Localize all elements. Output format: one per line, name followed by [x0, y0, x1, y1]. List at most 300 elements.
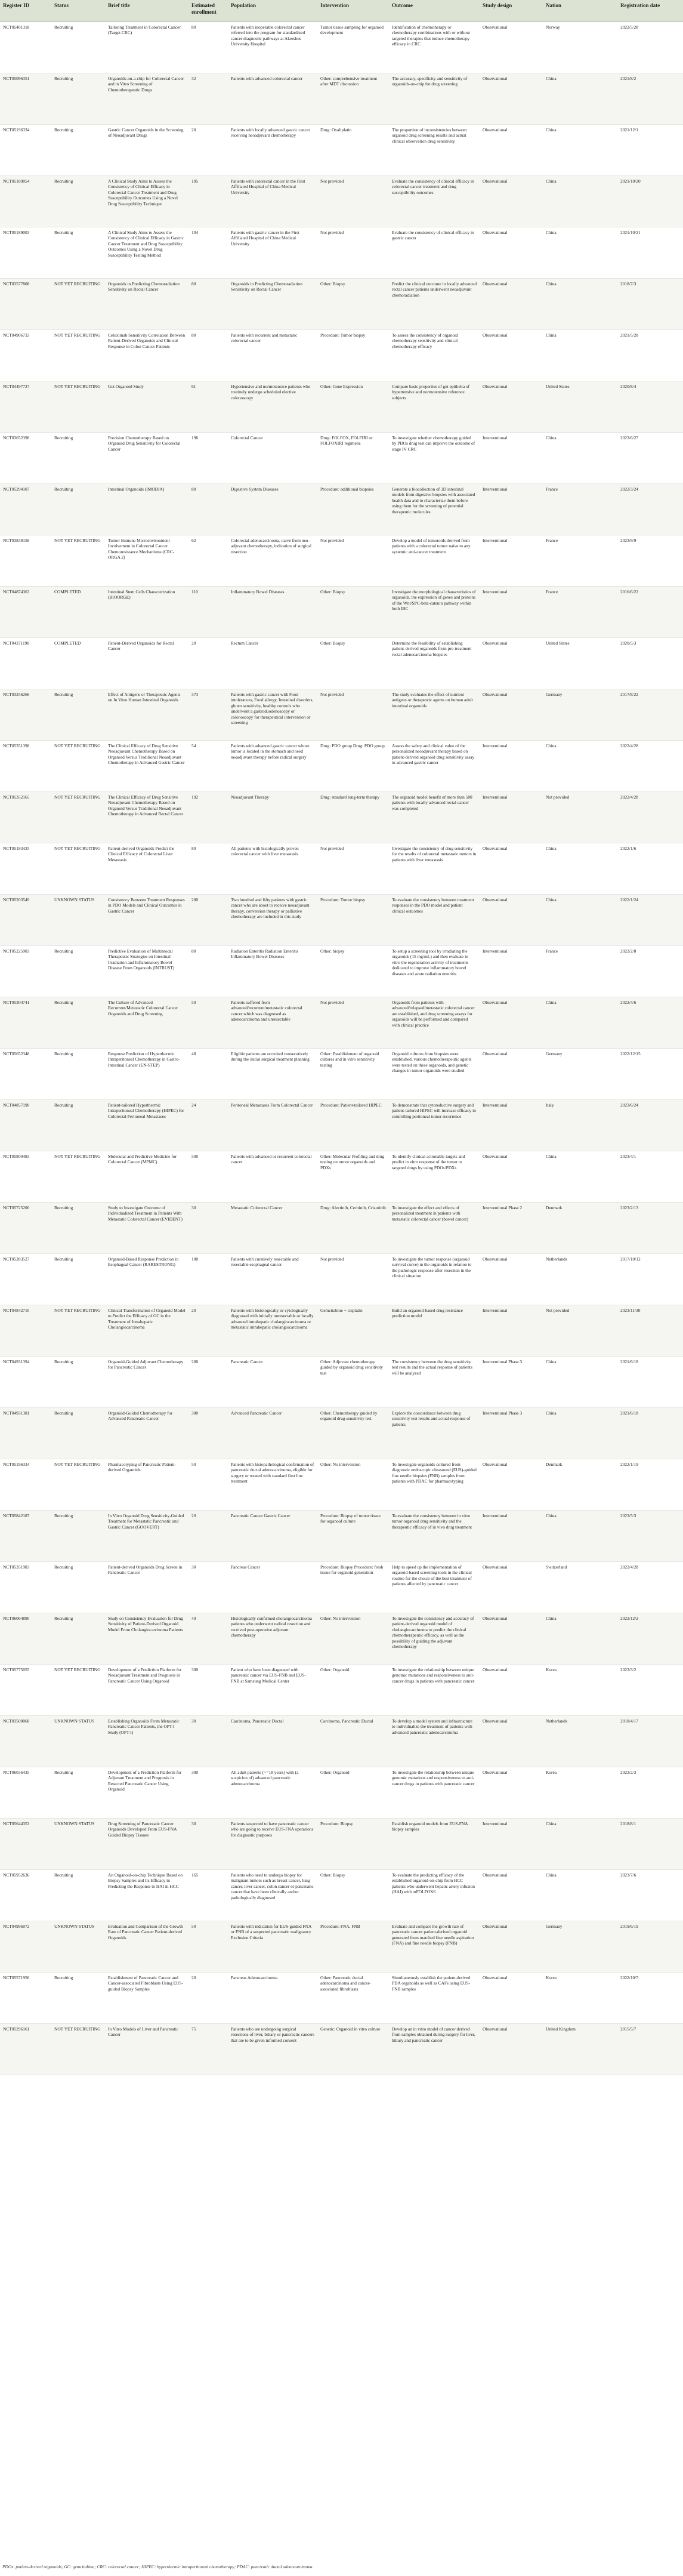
intervention-cell: Drug: FOLFOX, FOLFIRI or FOLFOXIRI regimens	[317, 433, 389, 484]
nation-cell: Korea	[543, 1767, 617, 1819]
intervention-cell: Other: No intervention	[317, 1613, 389, 1665]
study-design-cell: Observational	[480, 638, 543, 689]
brief-title-cell: The Culture of Advanced Recurrent/Metastatic Colorectal Cancer Organoids and Drug Screening	[105, 997, 188, 1049]
table-row	[0, 1665, 683, 1716]
intervention-cell: Other: comprehensive treatment after MDT discussion	[317, 73, 389, 125]
brief-title-cell: Pharmacotyping of Pancreatic Patient-derived Organoids	[105, 1459, 188, 1511]
brief-title-cell: Evaluation and Comparison of the Growth Rate of Pancreatic Cancer Patient-derived Organoids	[105, 1921, 188, 1973]
outcome-cell: The organoid model benefit of more than 500 patients with locally advanced rectal cancer was completed	[389, 792, 480, 843]
nation-cell: Italy	[543, 1100, 617, 1151]
status-cell: Recruiting	[51, 433, 105, 484]
status-cell: NOT YET RECRUITING	[51, 330, 105, 381]
table-row	[0, 1870, 683, 1921]
population-cell: Patient who have been diagnosed with pancreatic cancer via EUS-FNB and EUS-FNB at Samsung Medical Center	[228, 1665, 317, 1716]
registration-date-cell: 2023/7/6	[617, 1870, 683, 1921]
enrollment-cell: 20	[188, 1511, 228, 1562]
table-row	[0, 227, 683, 279]
status-cell: Recruiting	[51, 1408, 105, 1459]
registration-date-cell: 2022/3/24	[617, 484, 683, 535]
registration-date-cell: 2021/6/18	[617, 1357, 683, 1408]
enrollment-cell: 30	[188, 1716, 228, 1767]
nation-cell: China	[543, 997, 617, 1049]
enrollment-cell: 300	[188, 1408, 228, 1459]
brief-title-cell: Patient-Derived Organoids for Rectal Cancer	[105, 638, 188, 689]
intervention-cell: Other: Biopsy	[317, 587, 389, 638]
population-cell: Patients suffered from advanced/recurrent/metastatic colorectal cancer which was diagnosed as adenocarcinoma and unresectable	[228, 997, 317, 1049]
enrollment-cell: 100	[188, 1254, 228, 1305]
enrollment-cell: 40	[188, 1613, 228, 1665]
study-design-cell: Observational	[480, 689, 543, 741]
outcome-cell: Assess the safety and clinical value of the personalized neoadjuvant therapy based on patient-derived organoid drug sensitivity assay in advanced gastric cancer	[389, 741, 480, 792]
study-design-cell: Observational	[480, 279, 543, 330]
status-cell: NOT YET RECRUITING	[51, 1151, 105, 1203]
brief-title-cell: Organoid-Based Response Prediction in Esophageal Cancer (RARESTRONG)	[105, 1254, 188, 1305]
nation-cell: China	[543, 843, 617, 895]
intervention-cell: Procedure: Patient-tailored HIPEC	[317, 1100, 389, 1151]
status-cell: Recruiting	[51, 689, 105, 741]
brief-title-cell: Cetuximab Sensitivity Correlation Between Patient-Derived Organoids and Clinical Response in Colon Cancer Patients	[105, 330, 188, 381]
outcome-cell: The proportion of inconsistencies between organoid drug screening results and actual clinical observation drug sensitivity	[389, 125, 480, 176]
table-row	[0, 1716, 683, 1767]
outcome-cell: Predict the clinical outcome in locally advanced rectal cancer patients underwent neoadjuvant chemoradiation	[389, 279, 480, 330]
intervention-cell: Procedure: Tumor biopsy	[317, 895, 389, 946]
intervention-cell: Procedure: Biopsy of tumor tissue for organoid culture	[317, 1511, 389, 1562]
enrollment-cell: 200	[188, 895, 228, 946]
intervention-cell: Other: Establishment of organoid cultures and in vitro sensitivity testing	[317, 1049, 389, 1100]
brief-title-cell: In Vitro Models of Liver and Pancreatic Cancer	[105, 2024, 188, 2075]
table-row	[0, 741, 683, 792]
intervention-cell: Not provided	[317, 689, 389, 741]
population-cell: Patients with advanced colorectal cancer	[228, 73, 317, 125]
population-cell: Patients with locally advanced gastric cancer receiving neoadjuvant chemotherapy	[228, 125, 317, 176]
registration-date-cell: 2016/6/22	[617, 587, 683, 638]
intervention-cell: Not provided	[317, 1254, 389, 1305]
brief-title-cell: Drug Screening of Pancreatic Cancer Organoids Developed From EUS-FNA Guided Biopsy Tissues	[105, 1819, 188, 1870]
intervention-cell: Not provided	[317, 535, 389, 587]
table-row	[0, 176, 683, 227]
population-cell: All adult patients (>=18 years) with (a suspicion of) advanced pancreatic adenocarcinoma	[228, 1767, 317, 1819]
status-cell: NOT YET RECRUITING	[51, 279, 105, 330]
enrollment-cell: 20	[188, 638, 228, 689]
status-cell: NOT YET RECRUITING	[51, 1459, 105, 1511]
nation-cell: United States	[543, 381, 617, 433]
population-cell: Colorectal Cancer	[228, 433, 317, 484]
study-design-cell: Interventional	[480, 433, 543, 484]
population-cell: Neoadjuvant Therapy	[228, 792, 317, 843]
outcome-cell: To investigate the relationship between unique genomic mutations and responsiveness to anti-cancer drugs in patients with pancreatic cancer	[389, 1767, 480, 1819]
table-row	[0, 946, 683, 997]
intervention-cell: Procedure: Biopsy	[317, 1819, 389, 1870]
population-cell: Hypertensive and normotensive patients who routinely undergo scheduled elective colonoscopy	[228, 381, 317, 433]
study-design-cell: Observational	[480, 1613, 543, 1665]
nation-cell: Not provided	[543, 1305, 617, 1357]
enrollment-cell: 50	[188, 997, 228, 1049]
nation-cell: China	[543, 125, 617, 176]
column-header: Brief title	[105, 0, 188, 22]
brief-title-cell: Study to Investigate Outcome of Individualized Treatment in Patients With Metastatic Colorectal Cancer (EVIDENT)	[105, 1203, 188, 1254]
intervention-cell: Other: Pancreatic ductal adenocarcinoma and cancer-associated fibroblasts	[317, 1973, 389, 2024]
enrollment-cell: 192	[188, 792, 228, 843]
nation-cell: China	[543, 73, 617, 125]
nation-cell: China	[543, 330, 617, 381]
nation-cell: China	[543, 1613, 617, 1665]
population-cell: Organoids in Predicting Chemoradiation Sensitivity on Rectal Cancer	[228, 279, 317, 330]
population-cell: Patients with advanced or recurrent colorectal cancer	[228, 1151, 317, 1203]
outcome-cell: Determine the feasibility of establishing patient-derived organoids from pre-treatment rectal adenocarcinoma biopsies	[389, 638, 480, 689]
register-id-cell: NCT05571956	[0, 1973, 51, 2024]
outcome-cell: The consistency between the drug sensitivity test results and the actual response of patients will be analyzed	[389, 1357, 480, 1408]
register-id-cell: NCT05296161	[0, 2024, 51, 2075]
outcome-cell: To evaluate the consistency between treatment responses in the PDO model and patient clinical outcomes	[389, 895, 480, 946]
brief-title-cell: Intestinal Stem Cells Characterization (BIOORGE)	[105, 587, 188, 638]
intervention-cell: Tumor tissue sampling for organoid development	[317, 22, 389, 73]
nation-cell: Switzerland	[543, 1562, 617, 1613]
registration-date-cell: 2022/12/15	[617, 1049, 683, 1100]
outcome-cell: Organoids from patients with advanced/relapsed/metastatic colorectal cancer are established, and drug screening assays for organoids will be performed and compared with clinical practice	[389, 997, 480, 1049]
brief-title-cell: In Vitro Organoid Drug Sensitivity-Guided Treatment for Metastatic Pancreatic and Gastric Cancer (GOOVERT)	[105, 1511, 188, 1562]
registration-date-cell: 2022/12/2	[617, 1613, 683, 1665]
nation-cell: China	[543, 433, 617, 484]
register-id-cell: NCT04931381	[0, 1408, 51, 1459]
intervention-cell: Not provided	[317, 227, 389, 279]
brief-title-cell: Development of a Prediction Platform for Adjuvant Treatment and Prognosis in Resected Pancreatic Cancer Using Organoid	[105, 1767, 188, 1819]
intervention-cell: Other: Biopsy	[317, 279, 389, 330]
enrollment-cell: 200	[188, 1357, 228, 1408]
study-design-cell: Interventional	[480, 946, 543, 997]
nation-cell: Netherlands	[543, 1254, 617, 1305]
study-design-cell: Observational	[480, 843, 543, 895]
study-design-cell: Observational	[480, 1716, 543, 1767]
status-cell: Recruiting	[51, 1562, 105, 1613]
population-cell: Patients with indication for EUS-guided FNA or FNB of a suspected pancreatic malignancy Exclusion Criteria	[228, 1921, 317, 1973]
enrollment-cell: 80	[188, 484, 228, 535]
status-cell: Recruiting	[51, 1254, 105, 1305]
column-header: Population	[228, 0, 317, 22]
population-cell: Digestive System Diseases	[228, 484, 317, 535]
population-cell: Patients who are undergoing surgical resections of liver, biliary or pancreatic cancers that are to be given informed consent	[228, 2024, 317, 2075]
nation-cell: China	[543, 1151, 617, 1203]
intervention-cell: Other: biopsy	[317, 946, 389, 997]
register-id-cell: NCT04842710	[0, 1305, 51, 1357]
enrollment-cell: 80	[188, 279, 228, 330]
status-cell: Recruiting	[51, 1049, 105, 1100]
table-row	[0, 1459, 683, 1511]
population-cell: Pancreatic Cancer Gastric Cancer	[228, 1511, 317, 1562]
brief-title-cell: Establishing Organoids From Metastatic Pancreatic Cancer Patients, the OPT-I Study (OPT-I)	[105, 1716, 188, 1767]
outcome-cell: Help to speed up the implementation of organoid-based screening tools in the clinical routine for the choice of the best treatment of patients affected by pancreatic cancer	[389, 1562, 480, 1613]
register-id-cell: NCT05842187	[0, 1511, 51, 1562]
registration-date-cell: 2023/9/9	[617, 535, 683, 587]
enrollment-cell: 20	[188, 125, 228, 176]
column-header: Registration date	[617, 0, 683, 22]
outcome-cell: Investigate the morphological characteristics of organoids, the expression of genes and proteins of the Wnt/SPC-beta-catenin pathway within both IBC	[389, 587, 480, 638]
nation-cell: China	[543, 1357, 617, 1408]
enrollment-cell: 75	[188, 2024, 228, 2075]
registration-date-cell: 2023/6/24	[617, 1100, 683, 1151]
column-header: Register ID	[0, 0, 51, 22]
status-cell: Recruiting	[51, 1100, 105, 1151]
brief-title-cell: The Clinical Efficacy of Drug Sensitive Neoadjuvant Chemotherapy Based on Organoid Versus Traditional Neoadjuvant Chemotherapy in Advanced Gastric Cancer	[105, 741, 188, 792]
brief-title-cell: Tailoring Treatment in Colorectal Cancer (Target CRC)	[105, 22, 188, 73]
outcome-cell: To evaluate the consistency between in vitro tumor organoid drug sensitivity and the therapeutic efficacy of in vivo drug treatment	[389, 1511, 480, 1562]
register-id-cell: NCT05351398	[0, 741, 51, 792]
intervention-cell: Other: Organoid	[317, 1767, 389, 1819]
outcome-cell: Develop a model of tumoroids derived from patients with a colorectal tumor naive to any systemic anti-cancer treatment	[389, 535, 480, 587]
register-id-cell: NCT05304741	[0, 997, 51, 1049]
table-row	[0, 1613, 683, 1665]
registration-date-cell: 2022/10/7	[617, 1973, 683, 2024]
brief-title-cell: Organoids-on-a-chip for Colorectal Cancer and in Vitro Screening of Chemotherapeutic Drugs	[105, 73, 188, 125]
registration-date-cell: 2018/4/17	[617, 1716, 683, 1767]
enrollment-cell: 20	[188, 1305, 228, 1357]
brief-title-cell: Organoids in Predicting Chemoradiation Sensitivity on Rectal Cancer	[105, 279, 188, 330]
outcome-cell: Identification of chemotherapy or chemotherapy combinations with or without targeted therapies that induce chemotherapy efficacy in CRC	[389, 22, 480, 73]
population-cell: Eligible patients are recruited consecutively during the initial surgical treatment planning	[228, 1049, 317, 1100]
register-id-cell: NCT03500068	[0, 1716, 51, 1767]
enrollment-cell: 80	[188, 946, 228, 997]
registration-date-cell: 2022/2/8	[617, 946, 683, 997]
enrollment-cell: 30	[188, 1819, 228, 1870]
brief-title-cell: Gut Organoid Study	[105, 381, 188, 433]
status-cell: Recruiting	[51, 227, 105, 279]
registration-date-cell: 2020/5/3	[617, 638, 683, 689]
outcome-cell: Organoid cultures from biopsies were established, various chemotherapeutic agents were tested on these organoids, and genetic changes in tumor organoids were studied	[389, 1049, 480, 1100]
intervention-cell: Carcinoma, Pancreatic Ductal	[317, 1716, 389, 1767]
brief-title-cell: Gastric Cancer Organoids in the Screening of Neoadjuvant Drugs	[105, 125, 188, 176]
intervention-cell: Procedure: Biopsy Procedure: fresh tissue for organoid generation	[317, 1562, 389, 1613]
outcome-cell: To setup a screening tool by irradiating the organoids (15 mg/mL) and then evaluate in vitro the regeneration activity of treatments dedicated to improve inflammatory bowel diseases and acute radiation enteritis	[389, 946, 480, 997]
population-cell: Patients suspected to have pancreatic cancer who are going to receive EUS-FNA operations for diagnostic purposes	[228, 1819, 317, 1870]
study-design-cell: Observational	[480, 22, 543, 73]
nation-cell: France	[543, 587, 617, 638]
nation-cell: Denmark	[543, 1459, 617, 1511]
registration-date-cell: 2015/5/7	[617, 2024, 683, 2075]
registration-date-cell: 2022/4/28	[617, 1562, 683, 1613]
status-cell: UNKNOWN STATUS	[51, 1819, 105, 1870]
status-cell: Recruiting	[51, 1203, 105, 1254]
nation-cell: Germany	[543, 689, 617, 741]
enrollment-cell: 62	[188, 535, 228, 587]
study-design-cell: Observational	[480, 125, 543, 176]
enrollment-cell: 165	[188, 1870, 228, 1921]
outcome-cell: To identify clinical actionable targets and predict in vitro response of the tumor to targeted drugs by using PDOs/PDXs	[389, 1151, 480, 1203]
intervention-cell: Other: No intervention	[317, 1459, 389, 1511]
population-cell: Patients with inoperable colorectal cancer referred into the program for standardized cancer diagnostic pathways at Akershus University Hospital	[228, 22, 317, 73]
registration-date-cell: 2022/4/6	[617, 997, 683, 1049]
status-cell: Recruiting	[51, 946, 105, 997]
register-id-cell: NCT03652398	[0, 433, 51, 484]
nation-cell: France	[543, 946, 617, 997]
population-cell: Metastatic Colorectal Cancer	[228, 1203, 317, 1254]
nation-cell: China	[543, 1819, 617, 1870]
outcome-cell: The study evaluates the effect of nutrient antigens or therapeutic agents on human adult intestinal organoids	[389, 689, 480, 741]
nation-cell: Korea	[543, 1665, 617, 1716]
table-row	[0, 792, 683, 843]
outcome-cell: To investigate the effect and effects of personalized treatment in patients with metastatic colorectal cancer (bowel cancer)	[389, 1203, 480, 1254]
enrollment-cell: 80	[188, 843, 228, 895]
registration-date-cell: 2023/2/13	[617, 1203, 683, 1254]
nation-cell: Germany	[543, 1921, 617, 1973]
table-row	[0, 433, 683, 484]
status-cell: NOT YET RECRUITING	[51, 2024, 105, 2075]
register-id-cell: NCT03577808	[0, 279, 51, 330]
enrollment-cell: 24	[188, 1100, 228, 1151]
register-id-cell: NCT05189003	[0, 227, 51, 279]
brief-title-cell: Patient-derived Organoids Drug Screen in Pancreatic Cancer	[105, 1562, 188, 1613]
status-cell: NOT YET RECRUITING	[51, 843, 105, 895]
status-cell: Recruiting	[51, 125, 105, 176]
brief-title-cell: Tumor Immune Microenvironment Involvement in Colorectal Cancer Chemoresistance Mechanisms (CRC-ORGA 2)	[105, 535, 188, 587]
nation-cell: China	[543, 895, 617, 946]
status-cell: NOT YET RECRUITING	[51, 1305, 105, 1357]
status-cell: Recruiting	[51, 1511, 105, 1562]
intervention-cell: Other: Biopsy	[317, 638, 389, 689]
table-row	[0, 997, 683, 1049]
study-design-cell: Interventional	[480, 587, 543, 638]
status-cell: NOT YET RECRUITING	[51, 381, 105, 433]
register-id-cell: NCT05096351	[0, 73, 51, 125]
enrollment-cell: 32	[188, 73, 228, 125]
population-cell: Pancreatic Cancer	[228, 1357, 317, 1408]
outcome-cell: Develop an in vitro model of cancer derived from samples obtained during surgery for liver, biliary and pancreatic cancer	[389, 2024, 480, 2075]
table-row	[0, 484, 683, 535]
brief-title-cell: Precision Chemotherapy Based on Organoid Drug Sensitivity for Colorectal Cancer	[105, 433, 188, 484]
status-cell: Recruiting	[51, 1357, 105, 1408]
nation-cell: Germany	[543, 1049, 617, 1100]
nation-cell: Korea	[543, 1973, 617, 2024]
nation-cell: France	[543, 535, 617, 587]
register-id-cell: NCT05196334	[0, 1459, 51, 1511]
registration-date-cell: 2021/8/2	[617, 73, 683, 125]
nation-cell: China	[543, 1870, 617, 1921]
enrollment-cell: 20	[188, 1973, 228, 2024]
intervention-cell: Not provided	[317, 176, 389, 227]
outcome-cell: Evaluate the consistency of clinical efficacy in gastric cancer	[389, 227, 480, 279]
status-cell: Recruiting	[51, 1870, 105, 1921]
population-cell: Patients with recurrent and metastatic colorectal cancer	[228, 330, 317, 381]
status-cell: Recruiting	[51, 22, 105, 73]
study-design-cell: Observational	[480, 2024, 543, 2075]
brief-title-cell: Effect of Antigens or Therapeutic Agents on In Vitro Human Intestinal Organoids	[105, 689, 188, 741]
population-cell: Patients who need to undergo biopsy for malignant tumors such as breast cancer, lung cancer, liver cancer, colon cancer or pancreatic cancer that have been clinically and/or pathologically diagnosed	[228, 1870, 317, 1921]
study-design-cell: Observational	[480, 1459, 543, 1511]
register-id-cell: NCT05189054	[0, 176, 51, 227]
registration-date-cell: 2019/6/19	[617, 1921, 683, 1973]
population-cell: Carcinoma, Pancreatic Ductal	[228, 1716, 317, 1767]
status-cell: NOT YET RECRUITING	[51, 741, 105, 792]
register-id-cell: NCT05800483	[0, 1151, 51, 1203]
register-id-cell: NCT05294107	[0, 484, 51, 535]
table-row	[0, 73, 683, 125]
outcome-cell: To assess the consistency of organoid chemotherapy sensitivity and clinical chemotherapy efficacy	[389, 330, 480, 381]
outcome-cell: To demonstrate that cytoreductive surgery and patient-tailored HIPEC will increase efficacy in controlling peritoneal tumor recurrence	[389, 1100, 480, 1151]
brief-title-cell: Organoid-Guided Adjuvant Chemotherapy for Pancreatic Cancer	[105, 1357, 188, 1408]
status-cell: UNKNOWN STATUS	[51, 1716, 105, 1767]
enrollment-cell: 500	[188, 1151, 228, 1203]
brief-title-cell: Clinical Transformation of Organoid Model to Predict the Efficacy of GC in the Treatment of Intrahepatic Cholangiocarcinoma	[105, 1305, 188, 1357]
outcome-cell: To evaluate the predicting efficacy of the established organoid-on-chip from HCC patients who underwent hepatic artery infusion (HAI) with mFOLFOX6	[389, 1870, 480, 1921]
population-cell: Two hundred and fifty patients with gastric cancer who are about to receive neoadjuvant therapy, conversion therapy or palliative chemotherapy are included in this study	[228, 895, 317, 946]
table-row	[0, 1254, 683, 1305]
registration-date-cell: 2022/5/28	[617, 22, 683, 73]
outcome-cell: The accuracy, specificity and sensitivity of organoids-on-chip for drug screening	[389, 73, 480, 125]
table-row	[0, 1562, 683, 1613]
study-design-cell: Observational	[480, 73, 543, 125]
outcome-cell: Explore the concordance between drug sensitivity test results and actual response of patients	[389, 1408, 480, 1459]
nation-cell: France	[543, 484, 617, 535]
status-cell: Recruiting	[51, 1973, 105, 2024]
nation-cell: Norway	[543, 22, 617, 73]
outcome-cell: Investigate the consistency of drug sensitivity for the results of colorectal metastatic tumors in patients with liver metastasis	[389, 843, 480, 895]
table-row	[0, 1511, 683, 1562]
nation-cell: Not provided	[543, 792, 617, 843]
register-id-cell: NCT05352165	[0, 792, 51, 843]
column-header: Intervention	[317, 0, 389, 22]
population-cell: Patients with curatively resectable and resectable esophageal cancer	[228, 1254, 317, 1305]
status-cell: COMPLETED	[51, 638, 105, 689]
intervention-cell: Not provided	[317, 997, 389, 1049]
register-id-cell: NCT05652348	[0, 1049, 51, 1100]
table-row	[0, 1049, 683, 1100]
study-design-cell: Interventional	[480, 1819, 543, 1870]
register-id-cell: NCT04857190	[0, 1100, 51, 1151]
register-id-cell: NCT05775055	[0, 1665, 51, 1716]
table-row	[0, 1408, 683, 1459]
register-id-cell: NCT05725200	[0, 1203, 51, 1254]
population-cell: Patients with histologically or cytologically diagnosed with initially unresectable or locally advanced intrahepatic cholangiocarcinoma or metastatic intrahepatic cholangiocarcinoma	[228, 1305, 317, 1357]
enrollment-cell: 196	[188, 433, 228, 484]
nation-cell: China	[543, 1408, 617, 1459]
brief-title-cell: The Clinical Efficacy of Drug Sensitive Neoadjuvant Chemotherapy Based on Organoid Versus Traditional Neoadjuvant Chemotherapy in Advanced Rectal Cancer	[105, 792, 188, 843]
nation-cell: China	[543, 279, 617, 330]
register-id-cell: NCT05196334	[0, 125, 51, 176]
nation-cell: Netherlands	[543, 1716, 617, 1767]
intervention-cell: Drug: Alectinib, Ceritinib, Crizotinib	[317, 1203, 389, 1254]
status-cell: NOT YET RECRUITING	[51, 535, 105, 587]
status-cell: UNKNOWN STATUS	[51, 895, 105, 946]
study-design-cell: Observational	[480, 176, 543, 227]
enrollment-cell: 80	[188, 330, 228, 381]
table-row	[0, 279, 683, 330]
register-id-cell: NCT03838158	[0, 535, 51, 587]
outcome-cell: Evaluate and compare the growth rate of pancreatic cancer patient-derived organoid generated from matched fine needle aspiration (FNA) and fine needle biopsy (FNB)	[389, 1921, 480, 1973]
population-cell: Peritoneal Metastases From Colorectal Cancer	[228, 1100, 317, 1151]
table-row	[0, 638, 683, 689]
intervention-cell: Drug: Oxaliplatin	[317, 125, 389, 176]
status-cell: NOT YET RECRUITING	[51, 1665, 105, 1716]
table-row	[0, 2024, 683, 2075]
brief-title-cell: Patient-derived Organoids Predict the Clinical Efficacy of Colorectal Liver Metastasis	[105, 843, 188, 895]
enrollment-cell: 54	[188, 741, 228, 792]
table-body	[0, 22, 683, 2075]
table-row	[0, 535, 683, 587]
study-design-cell: Observational	[480, 1254, 543, 1305]
column-header: Study design	[480, 0, 543, 22]
enrollment-cell: 373	[188, 689, 228, 741]
register-id-cell: NCT06064890	[0, 1613, 51, 1665]
intervention-cell: Other: Organoid	[317, 1665, 389, 1716]
enrollment-cell: 80	[188, 22, 228, 73]
outcome-cell: To develop a model system and infrastructure to individualize the treatment of patients with advanced pancreatic adenocarcinoma	[389, 1716, 480, 1767]
status-cell: Recruiting	[51, 1767, 105, 1819]
table-row	[0, 1203, 683, 1254]
status-cell: NOT YET RECRUITING	[51, 792, 105, 843]
table-row	[0, 1973, 683, 2024]
register-id-cell: NCT05225903	[0, 946, 51, 997]
study-design-cell: Observational	[480, 1870, 543, 1921]
registration-date-cell: 2023/11/30	[617, 1305, 683, 1357]
registration-date-cell: 2023/4/1	[617, 1151, 683, 1203]
